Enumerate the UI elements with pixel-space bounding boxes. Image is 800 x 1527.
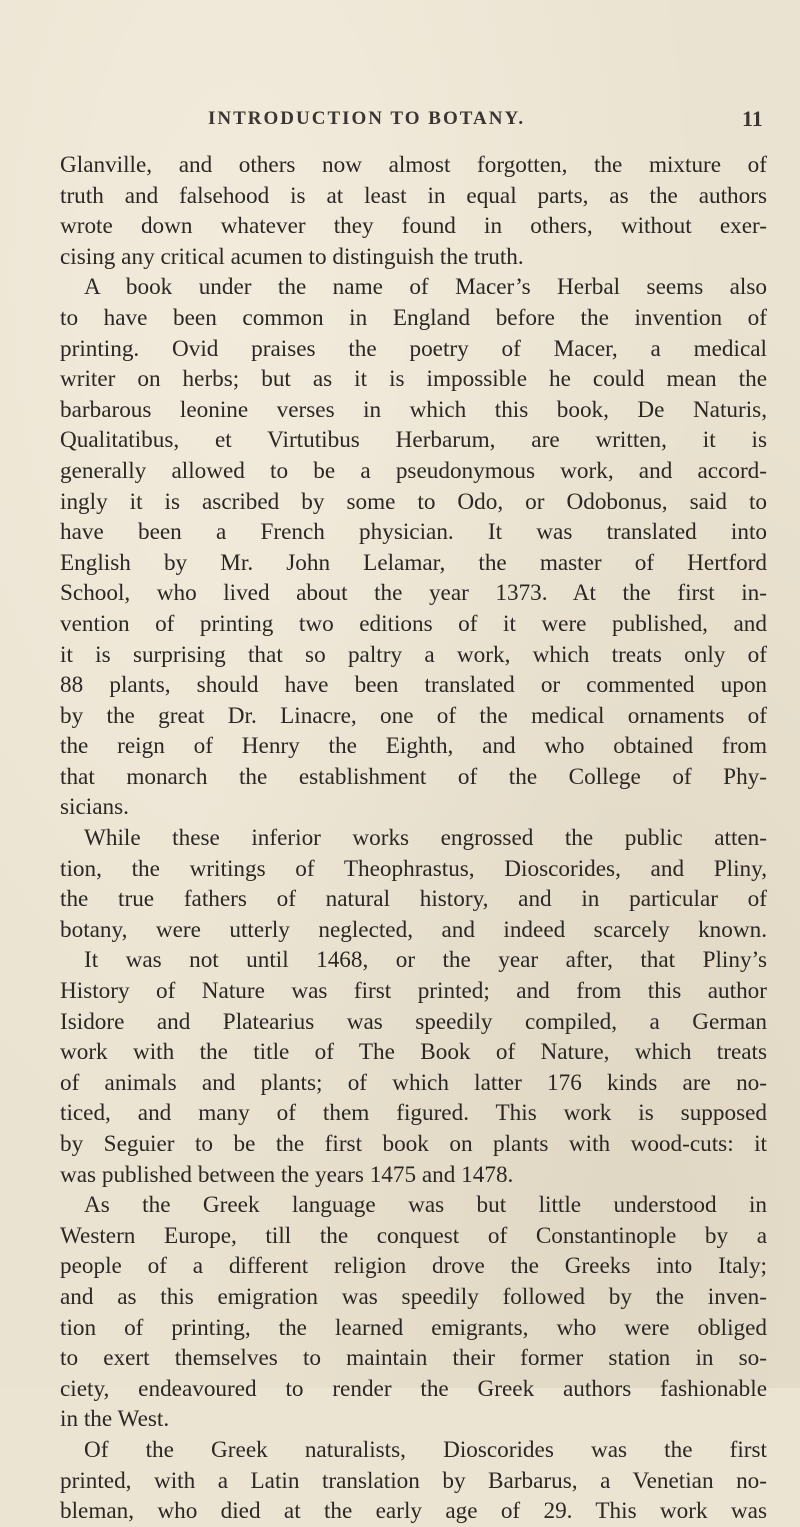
text-line: generally allowed to be a pseudonymous work, and accord-	[60, 457, 767, 484]
text-line: printed, with a Latin translation by Barbarus, a Venetian no-	[60, 1467, 767, 1494]
text-line: that monarch the establishment of the College of Phy-	[60, 763, 767, 790]
text-line: ingly it is ascribed by some to Odo, or Odobonus, said to	[60, 488, 767, 515]
text-line: wrote down whatever they found in others, without exer-	[60, 213, 767, 240]
text-line: Western Europe, till the conquest of Constantinople by a	[60, 1222, 767, 1249]
text-line: in the West.	[60, 1406, 170, 1433]
text-line: Qualitatibus, et Virtutibus Herbarum, are written, it is	[60, 427, 767, 454]
text-line: ciety, endeavoured to render the Greek authors fashionable	[60, 1375, 767, 1402]
text-line: 88 plants, should have been translated or commented upon	[60, 672, 767, 699]
text-line: Of the Greek naturalists, Dioscorides was the first	[84, 1436, 767, 1463]
text-line: printing. Ovid praises the poetry of Macer, a medical	[60, 335, 767, 362]
text-line: Glanville, and others now almost forgotten, the mixture of	[60, 152, 767, 178]
text-line: to exert themselves to maintain their former station in so-	[60, 1345, 767, 1372]
text-line: A book under the name of Macer’s Herbal seems also	[84, 274, 767, 301]
text-line: While these inferior works engrossed the public atten-	[84, 825, 767, 852]
text-line: and as this emigration was speedily followed by the inven-	[60, 1283, 767, 1310]
text-line: the reign of Henry the Eighth, and who obtained from	[60, 733, 767, 760]
text-line: ticed, and many of them figured. This work is supposed	[60, 1100, 767, 1127]
page-number: 11	[742, 106, 763, 131]
text-line: by the great Dr. Linacre, one of the medical ornaments of	[60, 702, 767, 729]
text-line: people of a different religion drove the Greeks into Italy;	[60, 1253, 767, 1280]
text-line: vention of printing two editions of it were published, and	[60, 610, 767, 637]
text-line: barbarous leonine verses in which this book, De Naturis,	[60, 396, 767, 423]
text-line: truth and falsehood is at least in equal parts, as the authors	[60, 182, 767, 209]
text-line: School, who lived about the year 1373. At the first in-	[60, 580, 767, 607]
text-line: cising any critical acumen to distinguish the truth.	[60, 243, 524, 270]
text-line: to have been common in England before the invention of	[60, 304, 767, 331]
running-title: INTRODUCTION TO BOTANY.	[208, 108, 526, 129]
running-head	[0, 108, 800, 138]
text-line: English by Mr. John Lelamar, the master of Hertford	[60, 549, 767, 576]
text-line: sicians.	[60, 794, 129, 821]
text-line: the true fathers of natural history, and in particular of	[60, 886, 767, 913]
text-line: As the Greek language was but little understood in	[84, 1192, 767, 1219]
text-line: tion, the writings of Theophrastus, Dioscorides, and Pliny,	[60, 855, 767, 882]
text-line: tion of printing, the learned emigrants, who were obliged	[60, 1314, 767, 1341]
text-line: History of Nature was first printed; and from this author	[60, 978, 767, 1005]
text-line: work with the title of The Book of Nature, which treats	[60, 1039, 767, 1066]
text-line: it is surprising that so paltry a work, which treats only of	[60, 641, 767, 668]
text-line: have been a French physician. It was translated into	[60, 519, 767, 546]
text-line: was published between the years 1475 and 1478.	[60, 1161, 514, 1188]
text-line: of animals and plants; of which latter 176 kinds are no-	[60, 1069, 767, 1096]
text-line: writer on herbs; but as it is impossible he could mean the	[60, 366, 767, 393]
text-line: by Seguier to be the first book on plants with wood-cuts: it	[60, 1131, 767, 1157]
text-line: It was not until 1468, or the year after, that Pliny’s	[84, 947, 767, 974]
text-line: Isidore and Platearius was speedily compiled, a German	[60, 1008, 767, 1035]
body-text	[60, 150, 767, 1527]
text-line: botany, were utterly neglected, and indeed scarcely known.	[60, 916, 767, 943]
text-line: bleman, who died at the early age of 29. This work was	[60, 1498, 767, 1525]
